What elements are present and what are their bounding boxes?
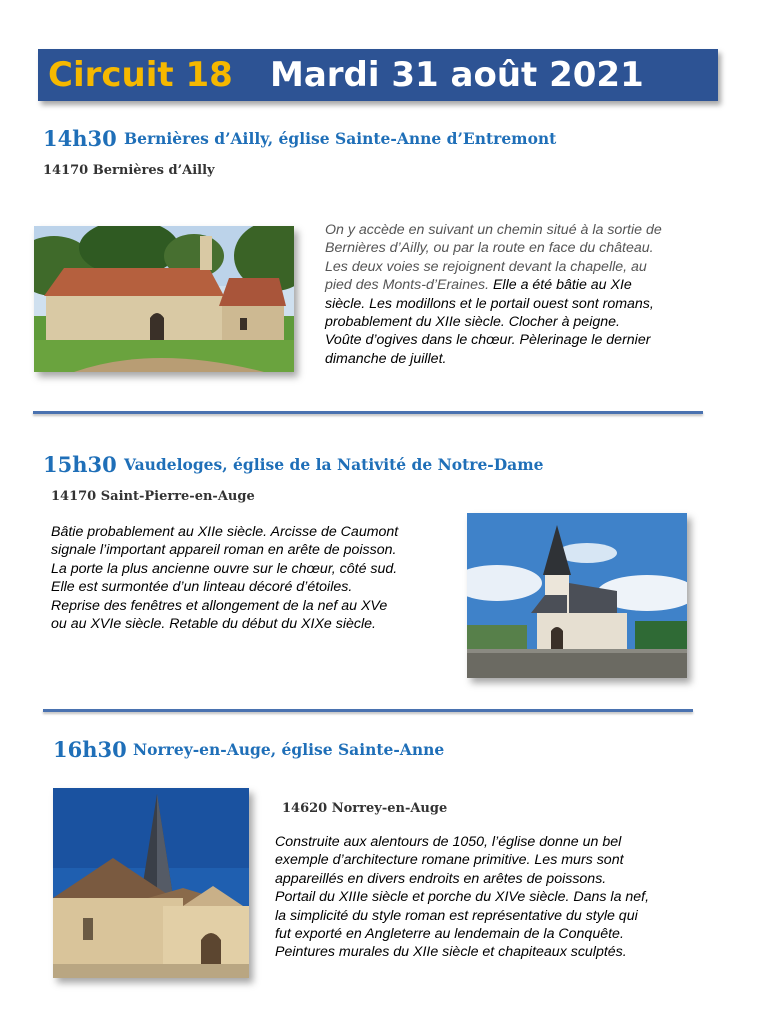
visit-2-place: Vaudeloges, église de la Nativité de Notre-Dame bbox=[124, 455, 544, 474]
visit-2-line: Bâtie probablement au XIIe siècle. Arcisse de Caumont bbox=[51, 524, 399, 540]
visit-1-church-photo bbox=[34, 226, 294, 372]
visit-1-line: dimanche de juillet. bbox=[325, 350, 447, 367]
visit-2-line: Reprise des fenêtres et allongement de la nef au XVe bbox=[51, 597, 388, 614]
visit-1-line: Voûte d’ogives dans le chœur. Pèlerinage le dernier bbox=[325, 332, 651, 349]
visit-1-time: 14h30 bbox=[43, 126, 117, 151]
visit-3-postal: 14620 Norrey-en-Auge bbox=[282, 801, 448, 816]
visit-1-line-part: pied des Monts-d’Eraines. bbox=[325, 277, 490, 294]
visit-3-line: fut exporté en Angleterre au lendemain de la Conquête. bbox=[275, 926, 624, 943]
visit-2-time: 15h30 bbox=[43, 452, 117, 477]
visit-3-line: appareillés en divers endroits en arêtes de poissons. bbox=[275, 870, 607, 887]
visit-3-line: Construite aux alentours de 1050, l’église donne un bel bbox=[275, 834, 622, 850]
visit-3-line: Peintures murales du XIIe siècle et chapiteaux sculptés. bbox=[275, 944, 627, 961]
visit-3-church-photo bbox=[53, 788, 249, 978]
visit-3-line: Portail du XIIIe siècle et porche du XIVe siècle. Dans la nef, bbox=[275, 889, 650, 906]
visit-2-line: Elle est surmontée d’un linteau décoré d’étoiles. bbox=[51, 579, 353, 596]
visit-1-line: Les deux voies se rejoignent devant la chapelle, au bbox=[325, 258, 647, 275]
visit-1-line-part: Elle a été bâtie au XIe bbox=[489, 277, 632, 294]
visit-3-line: la simplicité du style roman est représentative du style qui bbox=[275, 907, 638, 924]
section-divider bbox=[43, 709, 693, 712]
visit-3-place: Norrey-en-Auge, église Sainte-Anne bbox=[133, 740, 445, 759]
visit-3-time: 16h30 bbox=[53, 737, 127, 762]
title-banner bbox=[38, 49, 718, 101]
visit-2-description bbox=[51, 523, 398, 633]
visit-2-line: La porte la plus ancienne ouvre sur le chœur, côté sud. bbox=[51, 560, 398, 577]
circuit-date: Mardi 31 août 2021 bbox=[270, 55, 644, 95]
visit-1-line: On y accède en suivant un chemin situé à la sortie de bbox=[325, 222, 662, 238]
visit-1-line: Bernières d’Ailly, ou par la route en face du château. bbox=[325, 240, 654, 257]
circuit-number: Circuit 18 bbox=[48, 55, 233, 95]
visit-3-description bbox=[275, 833, 649, 962]
visit-1-place: Bernières d’Ailly, église Sainte-Anne d’Entremont bbox=[124, 129, 557, 148]
visit-1-postal: 14170 Bernières d’Ailly bbox=[43, 163, 215, 178]
visit-2-line: signale l’important appareil roman en arête de poisson. bbox=[51, 542, 397, 559]
visit-2-postal: 14170 Saint-Pierre-en-Auge bbox=[51, 489, 255, 504]
section-divider bbox=[33, 411, 703, 414]
visit-2-line: ou au XVIe siècle. Retable du début du XIXe siècle. bbox=[51, 616, 376, 633]
visit-1-line: siècle. Les modillons et le portail ouest sont romans, bbox=[325, 295, 654, 312]
visit-1-description bbox=[325, 221, 662, 368]
visit-3-line: exemple d’architecture romane primitive. Les murs sont bbox=[275, 852, 624, 869]
visit-1-line bbox=[325, 276, 662, 294]
visit-1-line: probablement du XIIe siècle. Clocher à peigne. bbox=[325, 314, 620, 331]
visit-2-church-photo bbox=[467, 513, 687, 678]
